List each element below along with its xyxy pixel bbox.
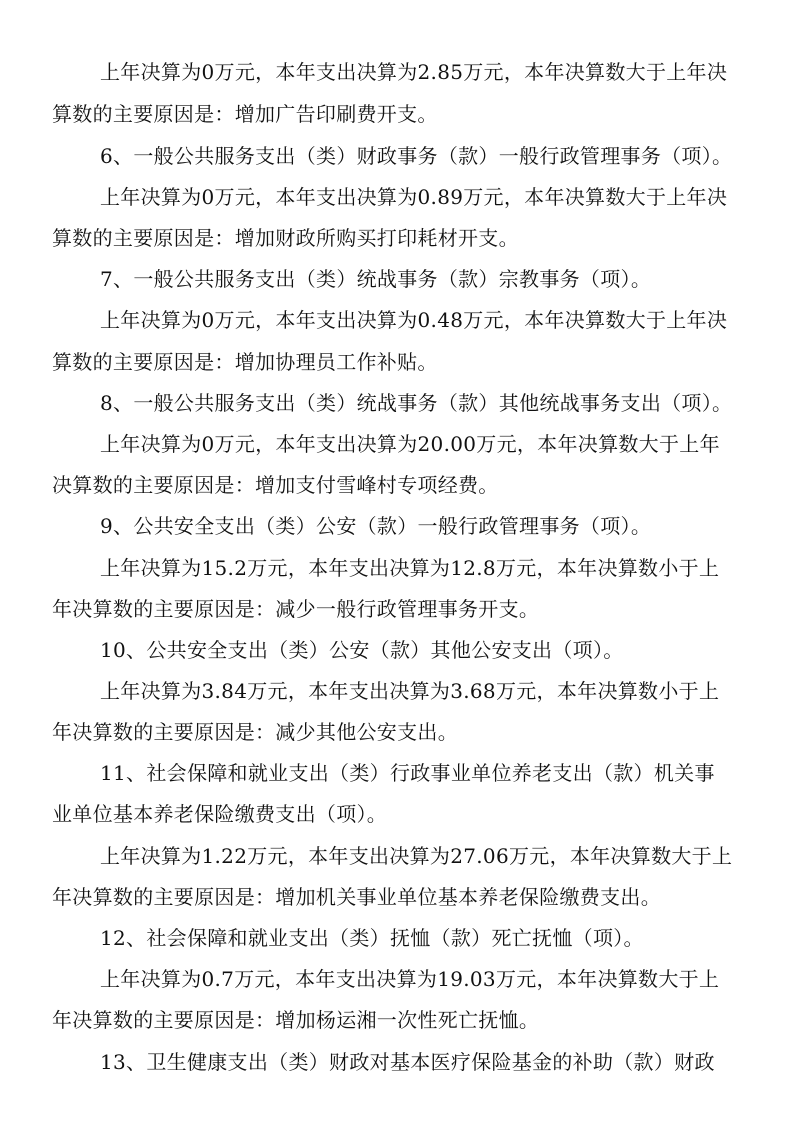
section-heading: 10、公共安全支出（类）公安（款）其他公安支出（项）。: [100, 638, 624, 662]
text-line: 决算数的主要原因是：增加支付雪峰村专项经费。: [52, 473, 499, 497]
text-line: 算数的主要原因是：增加协理员工作补贴。: [52, 350, 438, 374]
section-heading: 9、公共安全支出（类）公安（款）一般行政管理事务（项）。: [100, 514, 652, 538]
section-heading: 业单位基本养老保险缴费支出（项）。: [52, 802, 388, 826]
text-line: 上年决算为15.2万元，本年支出决算为12.8万元，本年决算数小于上: [100, 556, 720, 580]
text-line: 上年决算为3.84万元，本年支出决算为3.68万元，本年决算数小于上: [100, 679, 720, 703]
section-heading: 13、卫生健康支出（类）财政对基本医疗保险基金的补助（款）财政: [100, 1050, 715, 1074]
text-line: 上年决算为0万元，本年支出决算为2.85万元，本年决算数大于上年决: [100, 60, 728, 84]
text-line: 年决算数的主要原因是：增加机关事业单位基本养老保险缴费支出。: [52, 885, 661, 909]
section-heading: 11、社会保障和就业支出（类）行政事业单位养老支出（款）机关事: [100, 761, 715, 785]
text-line: 上年决算为0万元，本年支出决算为0.89万元，本年决算数大于上年决: [100, 185, 728, 209]
text-line: 上年决算为1.22万元，本年支出决算为27.06万元，本年决算数大于上: [100, 844, 733, 868]
text-line: 算数的主要原因是：增加广告印刷费开支。: [52, 102, 438, 126]
text-line: 上年决算为0.7万元，本年支出决算为19.03万元，本年决算数大于上: [100, 967, 720, 991]
text-line: 上年决算为0万元，本年支出决算为0.48万元，本年决算数大于上年决: [100, 308, 728, 332]
section-heading: 6、一般公共服务支出（类）财政事务（款）一般行政管理事务（项）。: [100, 144, 733, 168]
text-line: 上年决算为0万元，本年支出决算为20.00万元，本年决算数大于上年: [100, 432, 720, 456]
text-line: 算数的主要原因是：增加财政所购买打印耗材开支。: [52, 226, 519, 250]
section-heading: 7、一般公共服务支出（类）统战事务（款）宗教事务（项）。: [100, 267, 652, 291]
section-heading: 8、一般公共服务支出（类）统战事务（款）其他统战事务支出（项）。: [100, 391, 733, 415]
text-line: 年决算数的主要原因是：增加杨运湘一次性死亡抚恤。: [52, 1008, 540, 1032]
text-line: 年决算数的主要原因是：减少其他公安支出。: [52, 720, 458, 744]
text-line: 年决算数的主要原因是：减少一般行政管理事务开支。: [52, 597, 540, 621]
section-heading: 12、社会保障和就业支出（类）抚恤（款）死亡抚恤（项）。: [100, 926, 644, 950]
